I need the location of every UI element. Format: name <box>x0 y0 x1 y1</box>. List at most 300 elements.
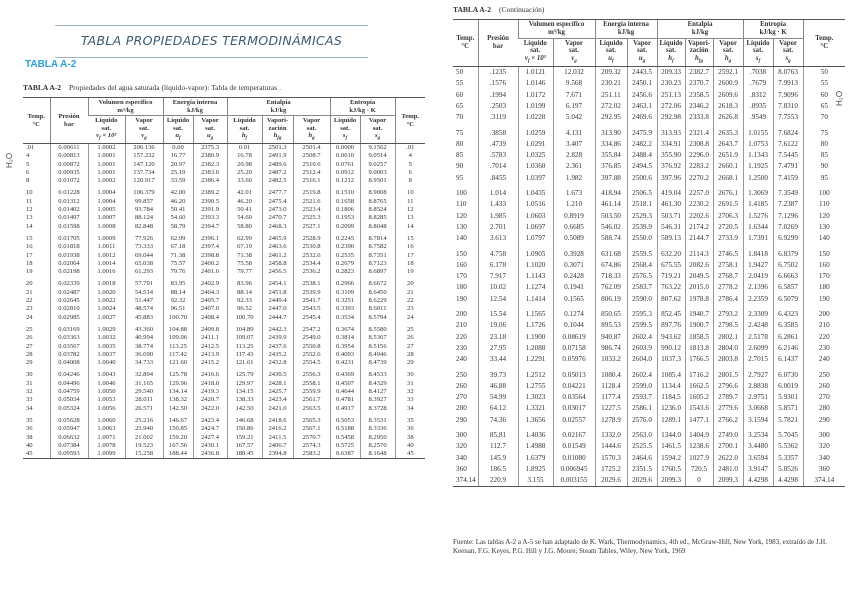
table-cell: 8.3336 <box>360 425 395 433</box>
table-cell: 1227.5 <box>595 403 627 414</box>
table-cell: 2534.4 <box>293 260 330 268</box>
header-column: Vapor sat. $s_g$ <box>773 38 803 66</box>
table-cell: 2421.0 <box>262 405 293 413</box>
table-cell: 1461.5 <box>657 441 685 452</box>
table-row <box>453 426 845 441</box>
table-cell: 1.0099 <box>88 450 125 459</box>
cell-temp: 11 <box>395 198 425 206</box>
table-cell: 1.0172 <box>518 90 553 101</box>
table-cell: 2488.4 <box>627 150 657 161</box>
table-cell: 943.62 <box>657 332 685 343</box>
table-row <box>453 67 845 79</box>
table-cell: 1.0435 <box>518 184 553 199</box>
table-cell: 2408.4 <box>193 314 227 322</box>
cell-temp: 75 <box>803 124 845 139</box>
cell-temp: 65 <box>456 101 464 110</box>
table-cell: 1.5276 <box>743 211 773 222</box>
table-cell: 121.61 <box>227 359 262 367</box>
table-cell: 25.19 <box>163 169 193 177</box>
side-label-right: H₂O <box>835 90 845 107</box>
table-row <box>23 243 425 251</box>
table-cell: 2321.4 <box>685 124 713 139</box>
cell-temp: 32 <box>395 388 425 396</box>
table-cell: .8455 <box>478 173 518 184</box>
cell-temp: 75 <box>456 128 464 137</box>
cell-temp: 290 <box>456 415 467 424</box>
column-symbol: $s_f$ <box>755 55 761 65</box>
cell-temp: 50 <box>803 67 845 79</box>
cell-temp: 374.14 <box>453 475 478 487</box>
table-cell: 1.0071 <box>88 434 125 442</box>
cell-temp: 4 <box>395 152 425 160</box>
table-cell: 92.32 <box>163 297 193 305</box>
table-cell: 0.03169 <box>50 322 88 334</box>
table-cell: 5.0526 <box>773 464 803 475</box>
table-cell: 2099.3 <box>713 475 743 487</box>
table-cell: 2393.3 <box>193 214 227 222</box>
table-cell: 0.08619 <box>553 332 595 343</box>
column-symbol-subscript: fg <box>277 136 282 142</box>
table-cell: 2501.3 <box>262 144 293 153</box>
header-column: Líquido sat. $h_f$ <box>227 116 262 144</box>
table-row <box>453 233 845 244</box>
table-cell: 0.0761 <box>330 161 360 169</box>
table-cell: 31.165 <box>125 380 163 388</box>
cell-temp: 29 <box>395 359 425 367</box>
table-cell: 631.68 <box>595 245 627 260</box>
table-cell: 632.20 <box>657 245 685 260</box>
cell-temp: 8 <box>395 177 425 185</box>
table-cell: 1.0035 <box>88 343 125 351</box>
header-pressure: Presión bar <box>478 20 518 67</box>
table-cell: .7038 <box>743 67 773 79</box>
table-cell: 2296.0 <box>685 150 713 161</box>
table-cell: 1344.0 <box>657 426 685 441</box>
table-cell: 2409.8 <box>193 322 227 334</box>
table-cell: 129.97 <box>227 380 262 388</box>
table-cell: 2539.9 <box>293 289 330 297</box>
table-cell: 0.07384 <box>50 442 88 450</box>
table-cell: 2803.8 <box>713 354 743 365</box>
column-symbol-subscript: g <box>144 136 147 142</box>
table-cell: 109.06 <box>163 334 193 342</box>
table-cell: 2525.3 <box>293 214 330 222</box>
table-cell: 1.7391 <box>743 233 773 244</box>
cell-temp: 360 <box>803 464 845 475</box>
table-cell: 2539.9 <box>627 222 657 233</box>
table-cell: 88.14 <box>227 289 262 297</box>
caption-text: Propiedades del agua saturada (líquido-vapor): Tabla de temperaturas . <box>69 83 281 92</box>
table-cell: 7.2387 <box>773 199 803 210</box>
table-cell: 75.58 <box>227 260 262 268</box>
table-cell: 1813.8 <box>685 343 713 354</box>
table-cell: 1.433 <box>478 199 518 210</box>
table-cell: 3.613 <box>478 233 518 244</box>
table-cell: 589.13 <box>657 233 685 244</box>
table-cell: 1.0697 <box>518 222 553 233</box>
cell-temp: 80 <box>803 139 845 150</box>
table-cell: 2.828 <box>553 150 595 161</box>
cell-temp: 260 <box>803 381 845 392</box>
cell-temp: 24 <box>26 313 33 321</box>
table-row <box>23 343 425 351</box>
table-cell: 77.926 <box>125 231 163 243</box>
header-column: Vapori- zación $h_{fg}$ <box>685 38 713 66</box>
table-row <box>23 260 425 268</box>
table-cell: 897.76 <box>657 320 685 331</box>
table-cell: 0.4917 <box>330 405 360 413</box>
table-cell: 2468.3 <box>262 223 293 231</box>
table-cell: 1.0024 <box>88 305 125 313</box>
column-symbol: $h_g$ <box>724 55 732 65</box>
table-cell: 397.88 <box>595 173 627 184</box>
table-cell: 251.11 <box>595 90 627 101</box>
table-row <box>453 453 845 464</box>
table-cell: 1.0753 <box>743 139 773 150</box>
table-row <box>23 388 425 396</box>
table-cell: 3.407 <box>553 139 595 150</box>
table-cell: 1.2088 <box>518 343 553 354</box>
table-cell: 1477.1 <box>685 415 713 426</box>
table-cell: 0.2535 <box>330 252 360 260</box>
column-symbol-subscript: g <box>377 136 381 142</box>
table-cell: 1.0078 <box>88 442 125 450</box>
table-cell: 2746.5 <box>713 245 743 260</box>
table-cell: 2590.0 <box>627 294 657 305</box>
cell-temp: 110 <box>803 199 845 210</box>
cell-temp: 6 <box>26 168 30 176</box>
table-cell: 2283.2 <box>685 161 713 172</box>
table-cell: 8.3728 <box>360 405 395 413</box>
cell-temp: 23 <box>26 305 33 313</box>
table-cell: 2418.0 <box>193 380 227 388</box>
table-cell: 8.6450 <box>360 289 395 297</box>
table-cell: 2559.5 <box>627 245 657 260</box>
table-cell: 2015.0 <box>685 282 713 293</box>
table-cell: 2454.1 <box>262 276 293 288</box>
table-cell: 0.05947 <box>50 425 88 433</box>
table-cell: 2609.6 <box>713 90 743 101</box>
table-cell: 2390.5 <box>193 198 227 206</box>
cell-temp: 14 <box>395 223 425 231</box>
table-cell: 2576.0 <box>627 415 657 426</box>
table-cell: 92.33 <box>227 297 262 305</box>
table-cell: 1.0603 <box>518 211 553 222</box>
table-cell: 0.1806 <box>330 206 360 214</box>
table-cell: 3.155 <box>518 475 553 487</box>
table-cell: 54.99 <box>478 392 518 403</box>
column-symbol-subscript: f <box>99 136 101 142</box>
table-cell: 1.210 <box>553 199 595 210</box>
table-cell: 2144.7 <box>685 233 713 244</box>
table-row <box>453 245 845 260</box>
header-column: Vapor sat. $u_g$ <box>193 116 227 144</box>
cell-temp: 280 <box>456 404 467 413</box>
table-cell: 0.6685 <box>553 222 595 233</box>
table-cell: 2114.3 <box>685 245 713 260</box>
table-cell: 71.38 <box>163 252 193 260</box>
table-cell: 7.4159 <box>773 173 803 184</box>
table-cell: 2444.7 <box>262 314 293 322</box>
table-cell: 1.0018 <box>88 276 125 288</box>
table-cell: 2494.5 <box>627 161 657 172</box>
table-cell: 1.0228 <box>518 112 553 123</box>
table-cell: 8.2950 <box>360 434 395 442</box>
table-cell: 397.96 <box>657 173 685 184</box>
table-cell: 0.01080 <box>553 453 595 464</box>
table-cell: 26.571 <box>125 405 163 413</box>
table-row <box>23 367 425 379</box>
table-cell: 57.791 <box>125 276 163 288</box>
table-cell: 2401.6 <box>193 268 227 276</box>
cell-temp: 26 <box>395 334 425 342</box>
table-cell: 117.43 <box>227 351 262 359</box>
table-cell: 762.09 <box>595 282 627 293</box>
table-cell: 0.01938 <box>50 252 88 260</box>
table-cell: 2796.6 <box>713 381 743 392</box>
table-cell: 0.01598 <box>50 223 88 231</box>
table-cell: 4.4298 <box>773 475 803 487</box>
table-cell: 763.22 <box>657 282 685 293</box>
table-cell: 1.014 <box>478 184 518 199</box>
table-cell: .1235 <box>478 67 518 79</box>
column-symbol-subscript: f <box>179 136 181 142</box>
table-cell: 2439.9 <box>262 334 293 342</box>
caption-label: TABLA A-2 <box>453 5 491 14</box>
table-cell: 62.99 <box>227 231 262 243</box>
cell-temp: 11 <box>26 197 33 205</box>
cell-temp: 80 <box>456 139 464 148</box>
table-cell: .8312 <box>743 90 773 101</box>
table-cell: 1.0002 <box>88 144 125 153</box>
table-cell: 0.02064 <box>50 260 88 268</box>
table-cell: 2375.3 <box>193 144 227 153</box>
table-cell: 46.88 <box>478 381 518 392</box>
table-cell: 0.03564 <box>553 392 595 403</box>
table-cell: 0.2966 <box>330 276 360 288</box>
table-cell: 2370.7 <box>685 78 713 89</box>
cell-temp: 34 <box>26 404 33 412</box>
table-cell: 113.25 <box>227 343 262 351</box>
cell-temp: 33 <box>26 396 33 404</box>
table-cell: 852.45 <box>657 305 685 320</box>
table-cell: 8.9501 <box>360 177 395 185</box>
cell-temp: 38 <box>395 434 425 442</box>
table-cell: 2603.9 <box>627 343 657 354</box>
cell-temp: 17 <box>395 252 425 260</box>
cell-temp: 12 <box>395 206 425 214</box>
table-cell: 2558.1 <box>293 380 330 388</box>
table-cell: 5.9301 <box>773 392 803 403</box>
table-cell: 36.690 <box>125 351 163 359</box>
cell-temp: 5 <box>395 161 425 169</box>
cell-temp: 180 <box>456 283 467 292</box>
table-cell: 2583.7 <box>627 282 657 293</box>
table-cell: 2.8838 <box>743 381 773 392</box>
table-cell: 2.5178 <box>743 332 773 343</box>
table-cell: 2400.2 <box>193 260 227 268</box>
table-row <box>23 276 425 288</box>
table-row <box>23 450 425 459</box>
table-row <box>453 139 845 150</box>
table-row <box>453 282 845 293</box>
table-cell: 54.60 <box>227 214 262 222</box>
cell-temp: 33 <box>395 396 425 404</box>
header-group: Entalpía kJ/kg <box>657 20 743 39</box>
table-cell: 0.3928 <box>553 245 595 260</box>
table-cell: 675.55 <box>657 260 685 271</box>
table-cell: 2559.9 <box>293 388 330 396</box>
table-cell: 2443.5 <box>627 67 657 79</box>
table-cell: 1.0199 <box>518 101 553 112</box>
table-cell: 1.1143 <box>518 271 553 282</box>
cell-temp: 30 <box>26 371 33 379</box>
table-cell: 1543.6 <box>685 403 713 414</box>
table-cell: 0.00813 <box>50 152 88 160</box>
table-cell: 6.5857 <box>773 282 803 293</box>
table-cell: 2706.3 <box>713 211 743 222</box>
table-cell: 2556.3 <box>293 367 330 379</box>
table-cell: 850.65 <box>595 305 627 320</box>
table-row <box>23 223 425 231</box>
header-row-groups <box>23 98 425 116</box>
table-cell: 54.514 <box>125 289 163 297</box>
table-row <box>453 260 845 271</box>
table-row <box>23 169 425 177</box>
column-symbol: $u_g$ <box>206 132 214 142</box>
header-column: Líquido sat. $s_f$ <box>330 116 360 144</box>
table-cell: 2563.5 <box>293 405 330 413</box>
table-cell: 8.4739 <box>360 359 395 367</box>
table-cell: 376.92 <box>657 161 685 172</box>
table-row <box>23 185 425 197</box>
column-symbol-subscript: f <box>672 58 674 65</box>
table-cell: 2525.5 <box>627 441 657 452</box>
table-cell: .3119 <box>478 112 518 123</box>
table-cell: 48.574 <box>125 305 163 313</box>
table-cell: 33.60 <box>227 177 262 185</box>
table-cell: 503.50 <box>595 211 627 222</box>
table-cell: 9.0514 <box>360 152 395 160</box>
table-cell: 8.6011 <box>360 305 395 313</box>
table-cell: 0.02198 <box>50 268 88 276</box>
table-cell: 1716.2 <box>685 366 713 381</box>
table-cell: 1.3023 <box>518 392 553 403</box>
table-row <box>453 294 845 305</box>
table-cell: 334.86 <box>595 139 627 150</box>
cell-temp: 280 <box>803 403 845 414</box>
table-row <box>453 112 845 123</box>
cell-temp: 18 <box>26 259 33 267</box>
table-cell: 12.54 <box>478 294 518 305</box>
table-row <box>23 434 425 442</box>
table-cell: 7.3549 <box>773 184 803 199</box>
table-cell: 2411.1 <box>193 334 227 342</box>
table-cell: 2768.7 <box>713 271 743 282</box>
table-row <box>453 320 845 331</box>
table-cell: 0.2245 <box>330 231 360 243</box>
table-row <box>453 441 845 452</box>
cell-temp: 50 <box>456 68 464 77</box>
table-cell: 2435.2 <box>262 351 293 359</box>
table-cell: 8.9008 <box>360 185 395 197</box>
header-column: Líquido sat. $s_f$ <box>743 38 773 66</box>
table-cell: 1332.0 <box>595 426 627 441</box>
table-cell: 0.01402 <box>50 206 88 214</box>
table-cell: 1.985 <box>478 211 518 222</box>
table-cell: 2570.7 <box>293 434 330 442</box>
table-cell: 0.4093 <box>330 351 360 359</box>
table-cell: 1.0029 <box>88 322 125 334</box>
table-cell: 1.2512 <box>518 366 553 381</box>
header-column: Líquido sat. $u_f$ <box>595 38 627 66</box>
header-temp: Temp. °C <box>803 20 845 67</box>
table-cell: .3858 <box>478 124 518 139</box>
table-cell: 146.68 <box>227 413 262 425</box>
table-cell: 6.4323 <box>773 305 803 320</box>
table-cell: 2527.1 <box>293 223 330 231</box>
cell-temp: 36 <box>26 425 33 433</box>
table-cell: 2415.2 <box>193 359 227 367</box>
table-cell: 142.50 <box>163 405 193 413</box>
table-cell: 6.9299 <box>773 233 803 244</box>
header-group: Entropía kJ/kg · K <box>330 98 395 116</box>
table-cell: 8.1648 <box>360 450 395 459</box>
table-cell: 2541.7 <box>293 297 330 305</box>
table-cell: 1.1565 <box>518 305 553 320</box>
table-cell: 82.848 <box>125 223 163 231</box>
table-cell: 0.01549 <box>553 441 595 452</box>
table-cell: 2802.1 <box>713 332 743 343</box>
cell-temp: 16 <box>26 243 33 251</box>
cell-temp: 40 <box>26 441 33 449</box>
table-cell: 113.25 <box>163 343 193 351</box>
table-cell: 7.671 <box>553 90 595 101</box>
table-cell: 1605.2 <box>685 392 713 403</box>
column-symbol: $u_f$ <box>608 55 614 65</box>
table-cell: 4.758 <box>478 245 518 260</box>
table-cell: 69.044 <box>125 252 163 260</box>
cell-temp: 100 <box>803 184 845 199</box>
table-cell: 2477.7 <box>262 185 293 197</box>
table-cell: 2416.2 <box>262 425 293 433</box>
table-cell: 1.4185 <box>743 199 773 210</box>
table-cell: 2552.6 <box>293 351 330 359</box>
table-cell: 1.8925 <box>518 464 553 475</box>
cell-temp: 22 <box>26 297 33 305</box>
table-cell: 1760.5 <box>657 464 685 475</box>
table-cell: 2583.2 <box>293 450 330 459</box>
table-cell: 25.216 <box>125 413 163 425</box>
table-cell: 159.21 <box>227 434 262 442</box>
table-cell: 2257.0 <box>685 184 713 199</box>
table-cell: 2389.2 <box>193 185 227 197</box>
table-cell: 1.8418 <box>743 245 773 260</box>
cell-temp: 220 <box>456 332 467 341</box>
table-cell: 20.98 <box>227 161 262 169</box>
table-cell: 461.14 <box>595 199 627 210</box>
header-temp: Temp. °C <box>453 20 478 67</box>
header-column: Vapor sat. $s_g$ <box>360 116 395 144</box>
table-cell: 0.09593 <box>50 450 88 459</box>
table-cell: 8.4533 <box>360 367 395 379</box>
table-cell: .4739 <box>478 139 518 150</box>
cell-temp: 270 <box>456 393 467 402</box>
table-cell: 2425.7 <box>262 388 293 396</box>
table-cell: 0.3534 <box>330 314 360 322</box>
table-cell: 2536.2 <box>293 268 330 276</box>
table-cell: 106.379 <box>125 185 163 197</box>
